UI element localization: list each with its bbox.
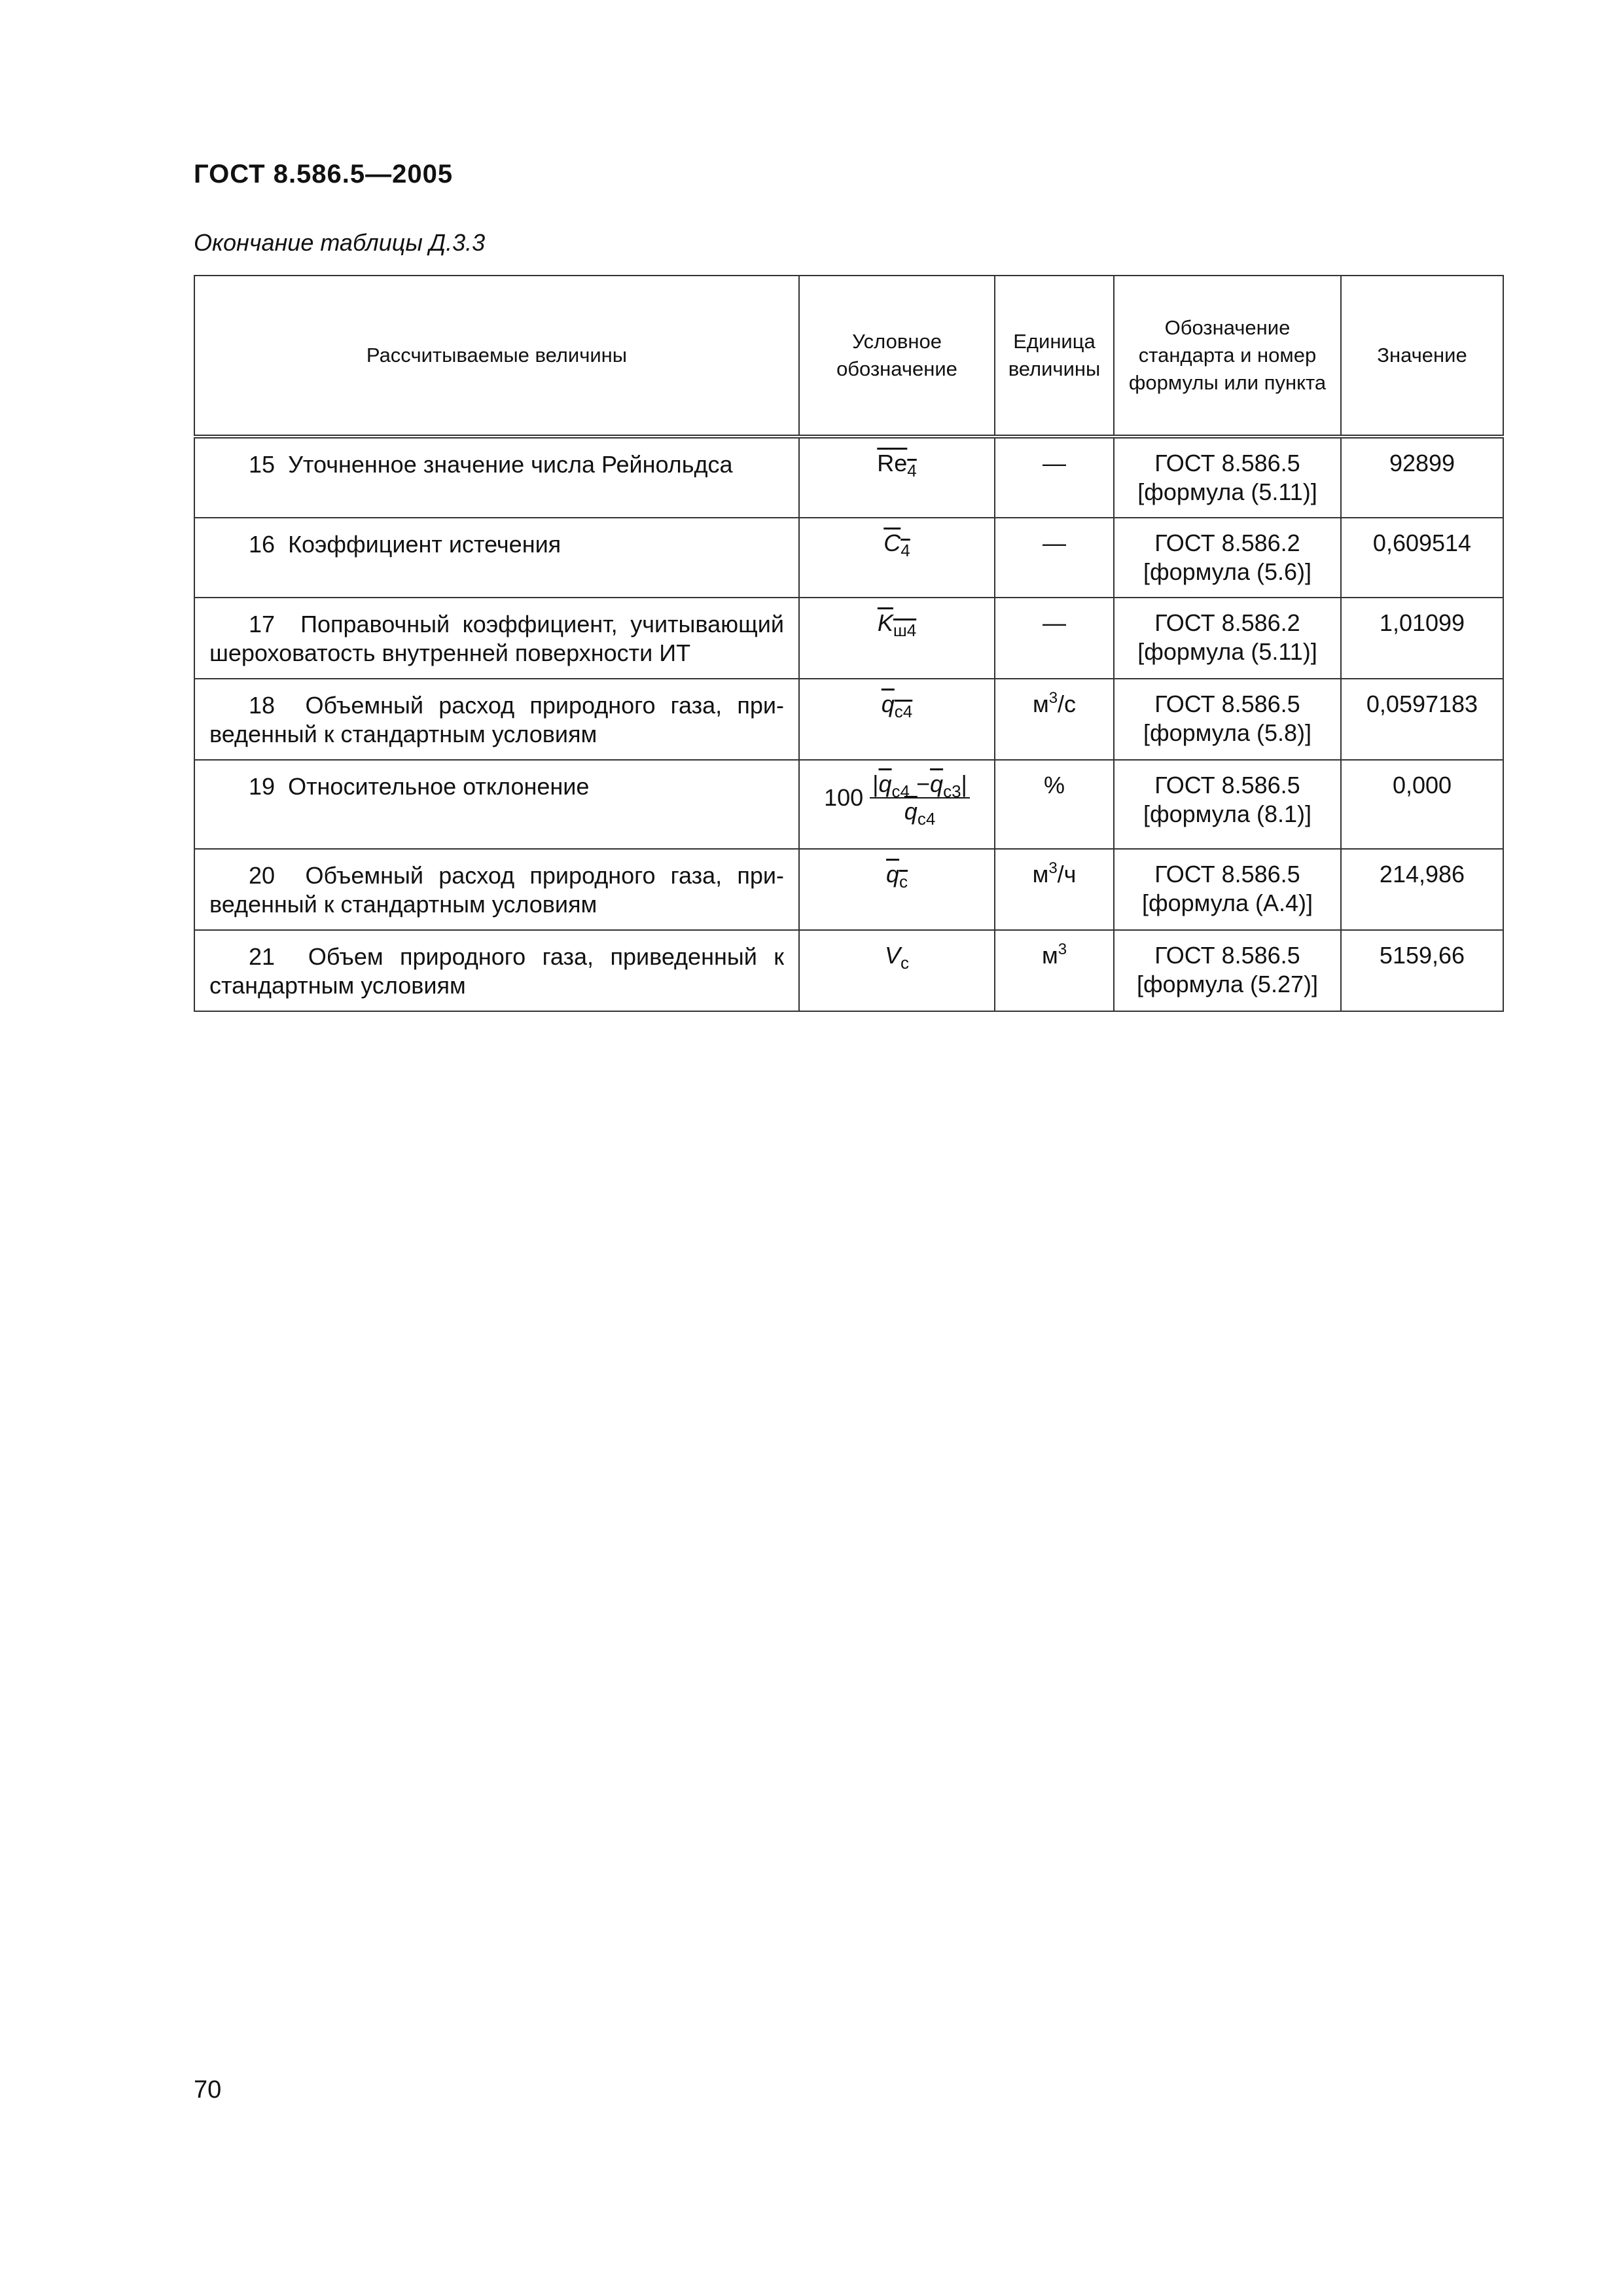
value-cell: 1,01099 xyxy=(1341,598,1503,679)
table-row xyxy=(194,518,1503,598)
quantity-name: 16 Коэффициент истечения xyxy=(194,518,799,598)
unit-cell: $м^3$ xyxy=(995,930,1114,1011)
reference-cell: ГОСТ 8.586.5 [формула (8.1)] xyxy=(1114,760,1341,849)
symbol-cell: $Re_4$ xyxy=(799,437,995,518)
unit-cell: $м^3/ч$ xyxy=(995,849,1114,930)
table-row xyxy=(194,849,1503,930)
unit-cell: $м^3/с$ xyxy=(995,679,1114,760)
table-caption: Окончание таблицы Д.3.3 xyxy=(194,229,486,256)
value-cell: 0,609514 xyxy=(1341,518,1503,598)
symbol-cell: $q_{c4}$ xyxy=(799,679,995,760)
table-row xyxy=(194,760,1503,849)
unit-cell: — xyxy=(995,518,1114,598)
unit-cell: % xyxy=(995,760,1114,849)
value-cell: 92899 xyxy=(1341,437,1503,518)
table-row xyxy=(194,930,1503,1011)
column-header: Значение xyxy=(1341,276,1503,437)
document-header: ГОСТ 8.586.5—2005 xyxy=(194,160,454,188)
symbol-cell xyxy=(799,760,995,849)
unit-cell: — xyxy=(995,598,1114,679)
value-cell: 0,0597183 xyxy=(1341,679,1503,760)
quantity-name: 15 Уточненное значение числа Рейнольдса xyxy=(194,437,799,518)
data-table xyxy=(194,275,1504,1012)
quantity-name: 20 Объемный расход природного газа, приведенный к стандартным условиям xyxy=(194,849,799,930)
reference-cell: ГОСТ 8.586.2 [формула (5.6)] xyxy=(1114,518,1341,598)
table-row xyxy=(194,598,1503,679)
column-header: Единица величины xyxy=(995,276,1114,437)
reference-cell: ГОСТ 8.586.5 [формула (5.8)] xyxy=(1114,679,1341,760)
column-header: Условное обозначение xyxy=(799,276,995,437)
symbol-cell: $C_4$ xyxy=(799,518,995,598)
relative-deviation-formula: 100 $\frac{|\overline{q}_{c4} -\overline{q}_{c3}|}{\overline{q}_{c4}}$ xyxy=(824,771,970,825)
table-header-row xyxy=(194,276,1503,437)
reference-cell: ГОСТ 8.586.5 [формула (А.4)] xyxy=(1114,849,1341,930)
column-header: Рассчитываемые величины xyxy=(194,276,799,437)
quantity-name: 17 Поправочный коэффициент, учитывающий шероховатость внутренней поверхности ИТ xyxy=(194,598,799,679)
column-header: Обозначение стандарта и номер формулы или пункта xyxy=(1114,276,1341,437)
quantity-name: 18 Объемный расход природного газа, приведенный к стандартным условиям xyxy=(194,679,799,760)
table-row xyxy=(194,437,1503,518)
reference-cell: ГОСТ 8.586.5 [формула (5.27)] xyxy=(1114,930,1341,1011)
reference-cell: ГОСТ 8.586.5 [формула (5.11)] xyxy=(1114,437,1341,518)
symbol-cell: $V_с$ xyxy=(799,930,995,1011)
quantity-name: 19 Относительное отклонение xyxy=(194,760,799,849)
value-cell: 0,000 xyxy=(1341,760,1503,849)
page-number: 70 xyxy=(194,2076,222,2104)
symbol-cell: $K_{ш4}$ xyxy=(799,598,995,679)
value-cell: 214,986 xyxy=(1341,849,1503,930)
value-cell: 5159,66 xyxy=(1341,930,1503,1011)
table-row xyxy=(194,679,1503,760)
unit-cell: — xyxy=(995,437,1114,518)
quantity-name: 21 Объем природного газа, приведенный к стандартным условиям xyxy=(194,930,799,1011)
reference-cell: ГОСТ 8.586.2 [формула (5.11)] xyxy=(1114,598,1341,679)
symbol-cell: $q_c$ xyxy=(799,849,995,930)
